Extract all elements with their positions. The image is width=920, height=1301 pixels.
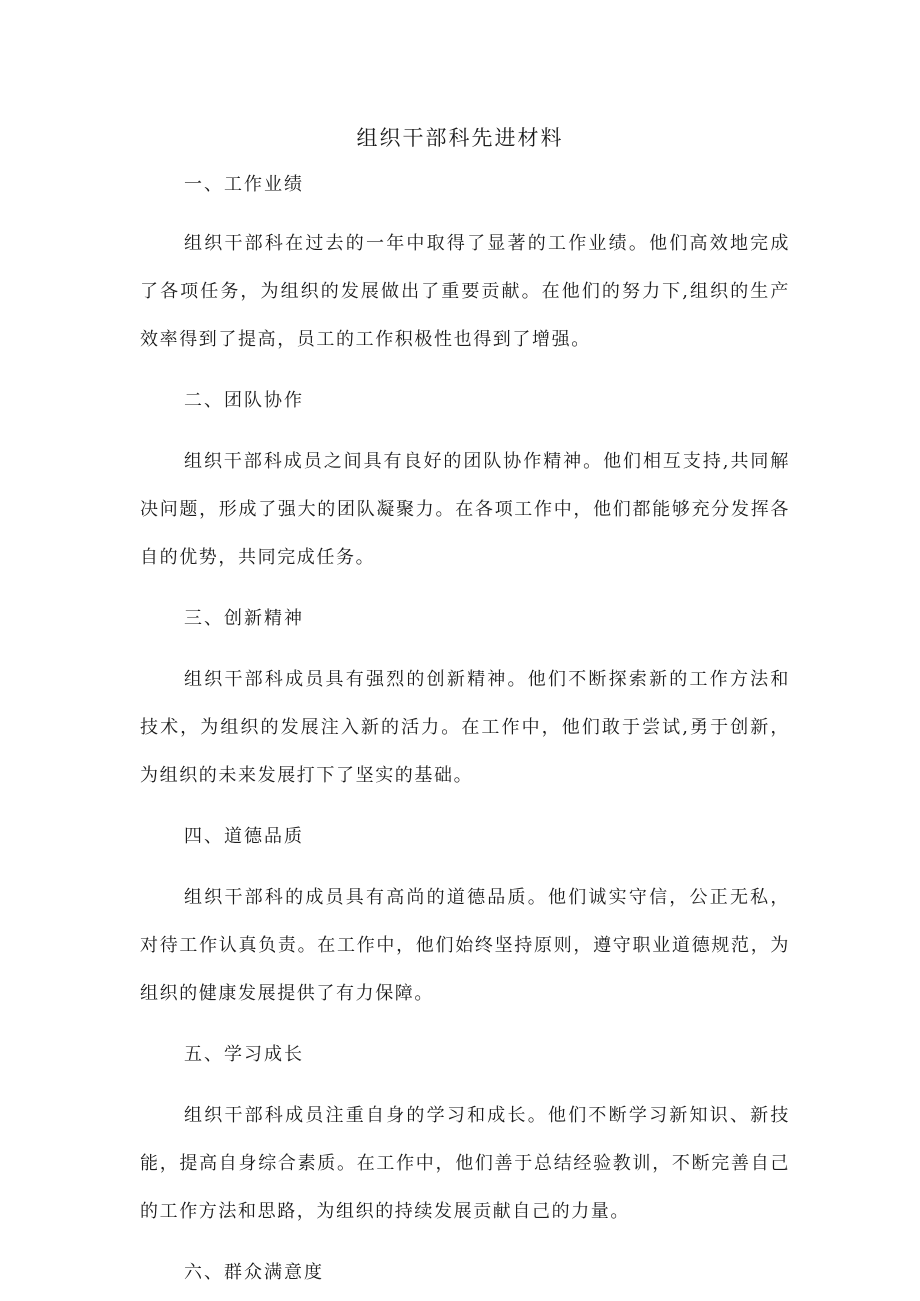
section-heading-learning-growth: 五、学习成长 <box>184 1044 304 1065</box>
section-body-work-performance: 组织干部科在过去的一年中取得了显著的工作业绩。他们高效地完成了各项任务，为组织的发展做出了重要贡献。在他们的努力下,组织的生产效率得到了提高，员工的工作积极性也得到了增强。 <box>140 233 790 350</box>
section-body-teamwork: 组织干部科成员之间具有良好的团队协作精神。他们相互支持,共同解决问题，形成了强大的团队凝聚力。在各项工作中，他们都能够充分发挥各自的优势，共同完成任务。 <box>140 451 790 568</box>
document-body <box>140 170 790 1288</box>
section-heading-public-satisfaction: 六、群众满意度 <box>184 1262 324 1283</box>
page-title: 组织干部科先进材料 <box>356 126 564 150</box>
section-heading-work-performance: 一、工作业绩 <box>184 174 304 195</box>
section-heading-moral-quality: 四、道德品质 <box>184 826 304 847</box>
section-heading-innovation: 三、创新精神 <box>184 608 304 629</box>
section-body-moral-quality: 组织干部科的成员具有高尚的道德品质。他们诚实守信，公正无私，对待工作认真负责。在工作中，他们始终坚持原则，遵守职业道德规范，为组织的健康发展提供了有力保障。 <box>140 887 790 1004</box>
section-body-learning-growth: 组织干部科成员注重自身的学习和成长。他们不断学习新知识、新技能，提高自身综合素质。在工作中，他们善于总结经验教训，不断完善自己的工作方法和思路，为组织的持续发展贡献自己的力量。 <box>140 1105 790 1222</box>
section-body-innovation: 组织干部科成员具有强烈的创新精神。他们不断探索新的工作方法和技术，为组织的发展注入新的活力。在工作中，他们敢于尝试,勇于创新，为组织的未来发展打下了坚实的基础。 <box>140 669 790 786</box>
section-heading-teamwork: 二、团队协作 <box>184 390 304 411</box>
